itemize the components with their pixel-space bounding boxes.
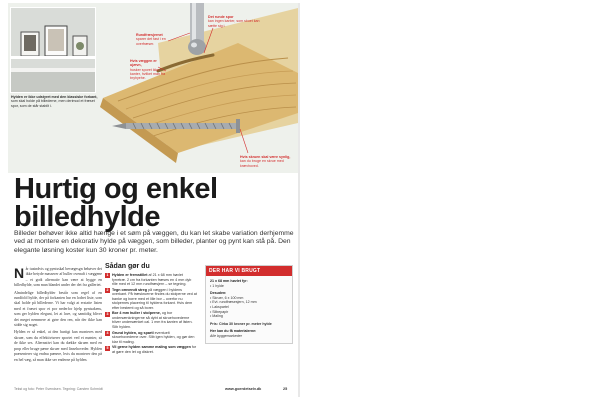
material-item: • Skruer, 6 x 100 mm <box>210 295 244 300</box>
site-url: www.goerdetselv.dk <box>225 387 262 391</box>
article-paragraph: Når tusindvis og pyntsskal bevægesgn behøver det ikke betyde masserer af huller ovenaft i væggene – et godt alternativ kan være at bygge en billedhylde, som man blandet under der det fra galleriet. <box>14 265 103 288</box>
step-number: 4 <box>106 330 109 335</box>
step-item: 3 Bor 4 mm huller i stolperne, og bor undersænkningerne så dybt at skruehovederne bliver undersænket cal. 1 mm fra kanten af listen. Slib hylden. <box>106 311 193 329</box>
tools-title: Her kan du få materialerne: <box>210 329 257 334</box>
page-title: Hurtig og enkel billedhylde <box>14 173 218 233</box>
material-item: • Lakspartel <box>210 304 229 309</box>
step-number: 3 <box>106 311 109 316</box>
room-photo <box>10 7 96 93</box>
magazine-page <box>8 3 298 397</box>
tools-text: Alle byggemarkeder <box>210 333 242 338</box>
step-item: 5 Vil gerne hylden samme maling som væggen for at gøre den let og diskret. <box>106 345 197 354</box>
page-edge <box>298 3 300 397</box>
callout-router-bit: Rundfræsjernet sparer det fast i en overfræser. <box>136 33 166 46</box>
callout-round-groove: Det runde spor kan ingen kanter, som skuet kan sætte sig i. <box>208 15 260 28</box>
step-number: 1 <box>106 273 109 278</box>
article-paragraph: Hylden er så enkel, at den hurtigt kan monteres med skruer, som du effektiviserer sportet ved et mønter, så de ikke ses. Alternativt kan du dække skruen med en prop eller bruge pæne skruer med linsehoveder. Hylden præsenterer sig endnu pænere, hvis du monterer den på en hel væg, så man ikke ser enderne på hylden. <box>14 330 102 362</box>
other-title: Desuden: <box>210 291 227 296</box>
step-item: 4 Grund hylden, og spartl eventuelt skruehovederne over. Slib igen hylden, og gør den klar til maling. <box>106 330 195 344</box>
photo-caption: Hylden er ikke udstyret med den klassiske forkant, som skal holde på billederne, men derimod et fræset spor, som de står stabilt i. <box>11 95 98 108</box>
steps-heading: Sådan gør du <box>105 263 150 270</box>
hero-illustration <box>8 3 298 173</box>
material-item: • 1 hylde <box>210 283 224 288</box>
step-number: 5 <box>106 345 109 350</box>
callout-uneven-wall: Hvis væggen er ujævn, husker sporet ikke kanter, hvilket man fra bryhyehe. <box>130 59 166 81</box>
page-number: 25 <box>283 387 288 391</box>
material-item: • Evt. rundfræsesjern, 12 mm <box>210 300 257 305</box>
materials-box-header: DER HAR VI BRUGT <box>206 266 292 276</box>
price-line: Pris: Cirka 30 kroner pr. meter hylde <box>210 321 272 326</box>
wood-title: 21 x 68 mm høvlet fyr: <box>210 279 248 283</box>
photo-credit: Tekst og foto: Peter Svendsen. Tegning: Carsten Schmidt <box>14 387 103 391</box>
material-item: • Maling <box>210 314 223 319</box>
drop-cap: N <box>14 265 25 281</box>
steps-section <box>105 263 197 355</box>
material-item: • Slibepapir <box>210 309 229 314</box>
lead-paragraph: Billeder behøver ikke altid hænge i et søm på væggen, du kan let skabe variation derhjemme ved at montere en dekorativ hylde på væggen, som billeder, planter og pynt kan stå på. Den elegante løsning koster kun 30 kroner pr. meter. <box>14 230 294 254</box>
materials-box <box>205 265 293 344</box>
article-body <box>14 267 102 365</box>
step-item: 1 Hylden er fremstillet af 21 x 68 mm høvlet fyrretræ. 2 cm fra forkanten fræses en 4 mm dyb rille med et 12 mm rundfræsjern – se tegning. <box>106 273 192 286</box>
step-number: 2 <box>106 287 109 292</box>
callout-visible-screw: Hvis skruen skal være synlig, kan du bruge en skrue med krævhoved. <box>240 155 291 168</box>
article-paragraph: Almindelige billedhylder består som regel af en rundfold hylde, der på forkanten har en lodret liste, som skal holde på billederne. Vi har valgt at erstatte listen med et fræset spor et por nederfor hjelp pyntsakens, som ger hylden elegant, let at lave, og samtidig bliver det meget nemmere at gøre den ren, når der ikke kan sidde sig noget. <box>14 290 102 328</box>
step-item: 2 Tegn omvendt streg på væggen i hyldens overkant. På træskruerne findes du stolperne ved at banke og borre med et lille bor – overfor nu stolpernes placering til hyldens forkant. Hvis dem efter bestemt og så borer. <box>106 287 197 310</box>
